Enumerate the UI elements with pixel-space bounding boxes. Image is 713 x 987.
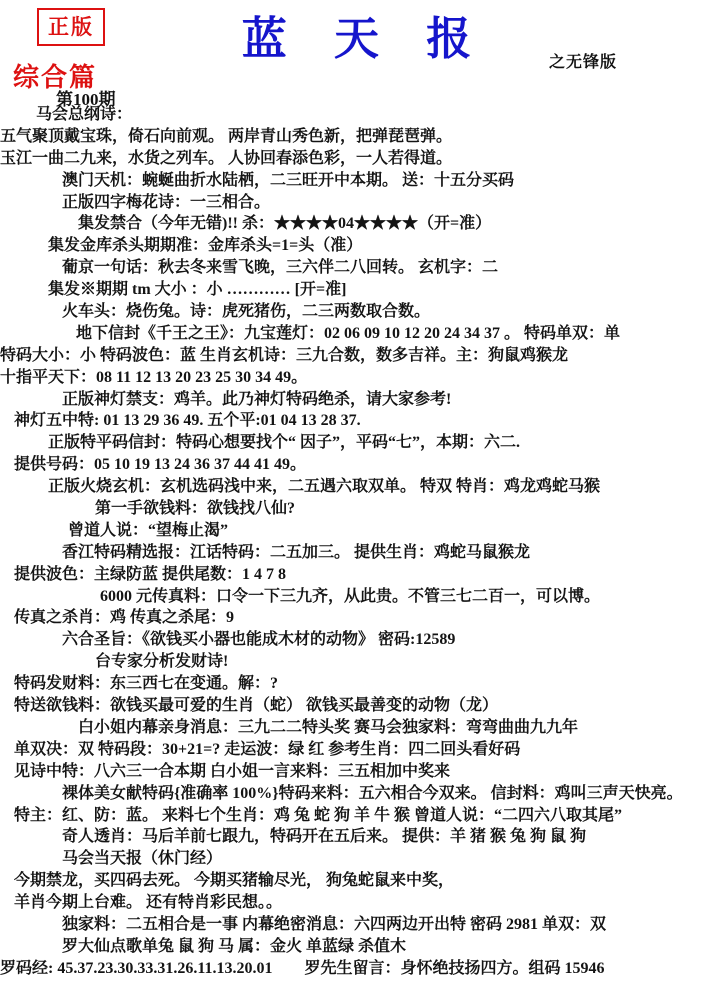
text-line: 奇人透肖：马后羊前七跟九，特码开在五后来。 提供：羊 猪 猴 兔 狗 鼠 狗 <box>62 828 587 846</box>
text-line: 正版四字梅花诗：一三相合。 <box>62 193 271 211</box>
text-line: 六合圣旨：《欲钱买小器也能成木材的动物》 密码:12589 <box>62 631 456 649</box>
text-line: 白小姐内幕亲身消息：三九二二特头奖 赛马会独家料：弯弯曲曲九九年 <box>78 718 579 736</box>
text-line: 集发※期期 tm 大小 ：小 ………… [开=准] <box>48 281 347 299</box>
text-line: 神灯五中特: 01 13 29 36 49. 五个平:01 04 13 28 37. <box>14 412 361 430</box>
text-line: 罗码经: 45.37.23.30.33.31.26.11.13.20.01 罗先生留言：身怀绝技扬四方。组码 15946 <box>0 959 605 977</box>
text-line: 今期禁龙，买四码去死。 今期买猪输尽光， 狗兔蛇鼠来中奖， <box>14 872 455 890</box>
text-line: 十指平天下：08 11 12 13 20 23 25 30 34 49。 <box>0 368 308 386</box>
text-line: 特主：红、防：蓝。 来料七个生肖：鸡 兔 蛇 狗 羊 牛 猴 曾道人说：“二四六八取其尾” <box>14 806 623 824</box>
text-line: 曾道人说：“望梅止渴” <box>68 521 229 539</box>
text-line: 集发金库杀头期期准：金库杀头=1=头（准） <box>48 237 363 255</box>
text-line: 玉江一曲二九来，水货之列车。 人协回春添色彩，一人若得道。 <box>0 149 453 167</box>
text-line: 火车头：烧伤兔。诗：虎死猪伤，二三两数取合数。 <box>62 303 431 321</box>
issue-number: 第100期 <box>56 90 116 109</box>
text-line: 特码大小：小 特码波色：蓝 生肖玄机诗：三九合数，数多吉祥。主：狗鼠鸡猴龙 <box>0 346 569 364</box>
text-line: 传真之杀肖：鸡 传真之杀尾：9 <box>14 609 235 627</box>
text-line: 集发禁合（今年无错)!! 杀：★★★★04★★★★（开=准） <box>78 215 492 233</box>
section-title: 综合篇 <box>13 63 98 92</box>
text-line: 葡京一句话：秋去冬来雪飞晚，三六伴二八回转。 玄机字：二 <box>62 259 499 277</box>
text-line: 罗大仙点歌单兔 鼠 狗 马 属：金火 单蓝绿 杀值木 <box>62 937 407 955</box>
authentic-badge: 正版 <box>37 8 105 46</box>
text-line: 正版神灯禁支：鸡羊。此乃神灯特码绝杀，请大家参考! <box>62 390 452 408</box>
text-line: 羊肖今期上台难。 还有特肖彩民想。。 <box>14 894 283 912</box>
text-line: 正版特平码信封：特码心想要找个“ 因子”，平码“七”，本期：六二. <box>48 434 521 452</box>
text-line: 第一手欲钱料：欲钱找八仙? <box>95 500 296 518</box>
text-line: 香江特码精选报：江话特码：二五加三。 提供生肖：鸡蛇马鼠猴龙 <box>62 543 531 561</box>
text-line: 见诗中特：八六三一合本期 白小姐一言来料：三五相加中奖来 <box>14 762 451 780</box>
text-line: 正版火烧玄机：玄机选码浅中来，二五遇六取双单。 特双 特肖：鸡龙鸡蛇马猴 <box>48 478 601 496</box>
text-line: 澳门天机：蜿蜒曲折水陆栖，二三旺开中本期。 送：十五分买码 <box>62 171 515 189</box>
text-line: 马会总纲诗： <box>36 106 133 123</box>
page-title: 蓝 天 报 <box>241 14 490 64</box>
text-line: 裸体美女献特码{准确率 100%}特码来料：五六相合今双来。 信封料：鸡叫三声天快亮。 <box>62 784 683 802</box>
text-line: 6000 元传真料：口令一下三九齐，从此贵。不管三七二百一，可以博。 <box>100 587 601 605</box>
text-line: 提供波色：主绿防蓝 提供尾数：1 4 7 8 <box>14 565 287 583</box>
text-line: 马会当天报（休门经） <box>62 850 223 868</box>
text-line: 单双决：双 特码段：30+21=? 走运波：绿 红 参考生肖：四二回头看好码 <box>14 740 521 758</box>
text-line: 地下信封《千王之王》：九宝莲灯：02 06 09 10 12 20 24 34 37 。 特码单双：单 <box>76 324 621 342</box>
text-line: 五气聚顶戴宝珠，倚石向前观。 两岸青山秀色新，把弹琵琶弹。 <box>0 127 453 145</box>
text-line: 台专家分析发财诗! <box>95 653 229 671</box>
text-line: 特码发财料：东三西七在变通。解：? <box>14 675 279 693</box>
text-line: 特送欲钱料：欲钱买最可爱的生肖（蛇） 欲钱买最善变的动物（龙） <box>14 697 499 715</box>
text-line: 提供号码：05 10 19 13 24 36 37 44 41 49。 <box>14 456 307 474</box>
text-line: 独家料：二五相合是一事 内幕绝密消息：六四两边开出特 密码 2981 单双：双 <box>62 915 607 933</box>
body-lines <box>0 104 713 980</box>
edition-label: 之无锋版 <box>549 54 618 71</box>
